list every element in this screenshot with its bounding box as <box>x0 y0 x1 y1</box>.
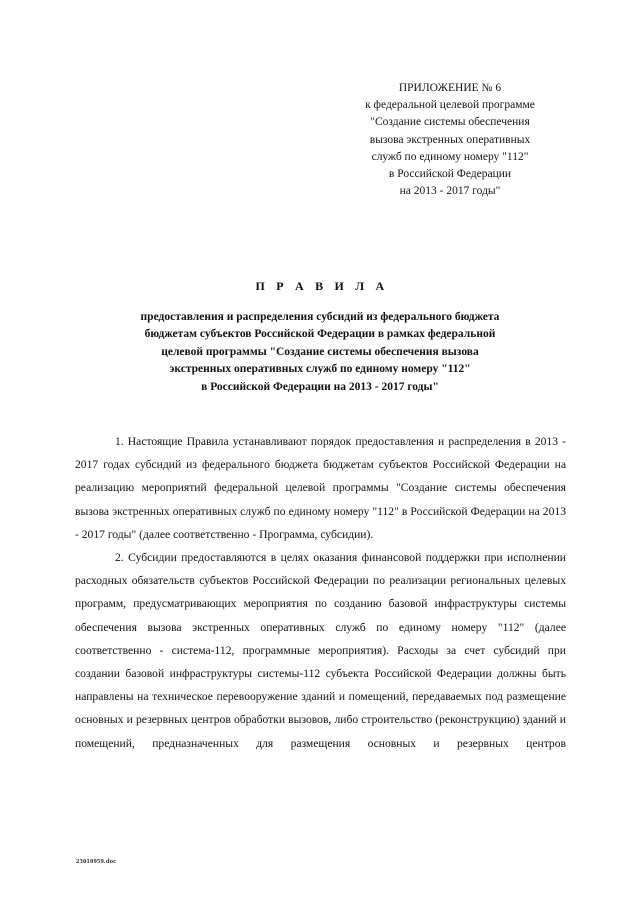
appendix-header-line: служб по единому номеру "112" <box>371 150 529 163</box>
title-subtitle-line: в Российской Федерации на 2013 - 2017 годы" <box>201 380 439 393</box>
title-subtitle-line: бюджетам субъектов Российской Федерации в рамках федеральной <box>144 328 496 341</box>
body-paragraph-1: 1. Настоящие Правила устанавливают порядок предоставления и распределения в 2013 - 2017 годах субсидий из федерального бюджета бюджетам субъектов Российской Федерации на реализацию мероприятий федеральной целевой программы "Создание системы обеспечения вызова экстренных оперативных служб по единому номеру "112" в Российской Федерации на 2013 - 2017 годы" (далее соответственно - Программа, субсидии). <box>75 435 566 541</box>
body-paragraph-2: 2. Субсидии предоставляются в целях оказания финансовой поддержки при исполнении расходных обязательств субъектов Российской Федерации по реализации региональных целевых программ, предусматривающих мероприятия по созданию базовой инфраструктуры системы обеспечения вызова экстренных оперативных служб по единому номеру "112" (далее соответственно - система-112, программные мероприятия). Расходы за счет субсидий при создании базовой инфраструктуры системы-112 субъекта Российской Федерации должны быть направлены на техническое перевооружение зданий и помещений, передаваемых под размещение основных и резервных центров обработки вызовов, либо строительство (реконструкцию) зданий и помещений, предназначенных для размещения основных и резервных центров <box>75 551 566 750</box>
document-body <box>75 430 566 778</box>
appendix-header-line: ПРИЛОЖЕНИЕ № 6 <box>398 82 502 94</box>
appendix-header <box>330 80 570 200</box>
title-subtitle-line: целевой программы "Создание системы обеспечения вызова <box>161 345 479 358</box>
title-subtitle-line: предоставления и распределения субсидий из федерального бюджета <box>140 310 500 323</box>
appendix-header-line: "Создание системы обеспечения <box>370 116 530 129</box>
appendix-header-line: в Российской Федерации <box>388 168 512 181</box>
title-subtitle-line: экстренных оперативных служб по единому номеру "112" <box>169 363 471 376</box>
appendix-header-line: к федеральной целевой программе <box>365 99 535 112</box>
appendix-header-line: на 2013 - 2017 годы" <box>399 185 501 198</box>
title-heading: П Р А В И Л А <box>255 279 389 293</box>
appendix-header-line: вызова экстренных оперативных <box>369 133 531 146</box>
document-title <box>70 278 570 397</box>
footer-file-stamp: 23010959.doc <box>76 858 117 865</box>
